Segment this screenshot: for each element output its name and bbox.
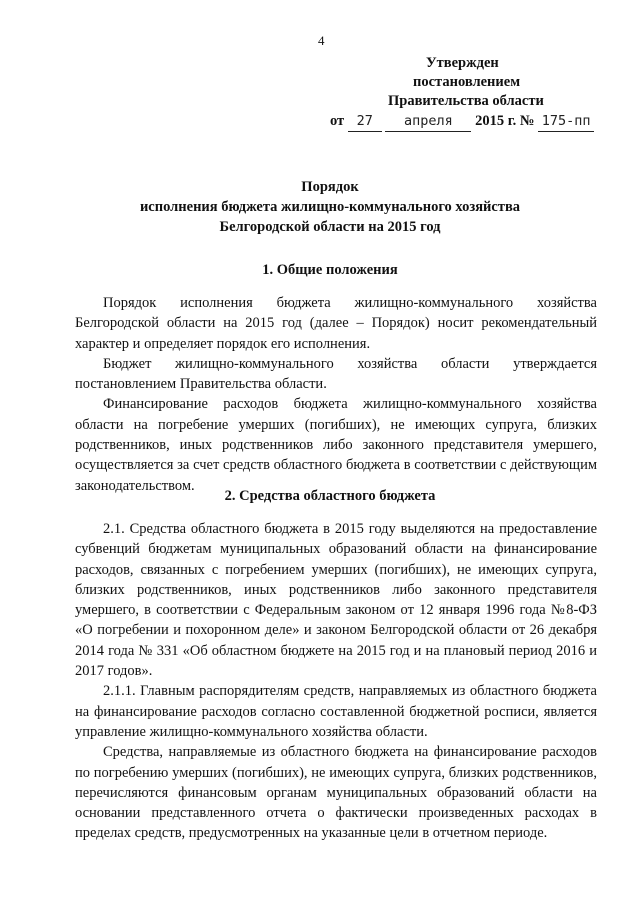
approval-year: 2015 г. № — [475, 113, 535, 129]
section-1-body — [75, 293, 597, 496]
approval-number: 175-пп — [538, 112, 594, 132]
approval-month: апреля — [385, 112, 471, 132]
page-number: 4 — [318, 33, 325, 48]
title-line-1: Порядок — [301, 179, 359, 195]
paragraph: Средства, направляемые из областного бюджета на финансирование расходов по погребению умерших (погибших), не имеющих супруга, близких родственников, перечисляются финансовым органам муниципальных образований области на основании представленного отчета о фактически произведенных расходах в пределах средств, предусмотренных на указанные цели в отчетном периоде. — [75, 744, 597, 842]
title-line-2: исполнения бюджета жилищно-коммунального хозяйства — [139, 199, 521, 215]
approval-line-government: Правительства области — [388, 93, 544, 109]
paragraph: Финансирование расходов бюджета жилищно-коммунального хозяйства области на погребение умерших (погибших), не имеющих супруга, близких родственников, иных родственников либо законного представителя умершего, осуществляется за счет средств областного бюджета в соответствии с действующим законодательством. — [75, 396, 597, 494]
approval-from-prefix: от — [330, 113, 345, 129]
approval-line-approved: Утвержден — [426, 55, 499, 71]
approval-day: 27 — [348, 112, 382, 132]
paragraph: Бюджет жилищно-коммунального хозяйства области утверждается постановлением Правительства области. — [75, 355, 597, 393]
approval-line-resolution: постановлением — [413, 74, 521, 90]
section-2-heading: 2. Средства областного бюджета — [224, 488, 436, 504]
approval-date-line — [330, 112, 600, 132]
section-2-body — [75, 519, 597, 844]
paragraph: 2.1. Средства областного бюджета в 2015 году выделяются на предоставление субвенций бюджетам муниципальных образований области на финансирование расходов, связанных с погребением умерших (погибших), не имеющих супруга, близких родственников, иных родственников либо законного представителя умершего, в соответствии с Федеральным законом от 12 января 1996 года №8-ФЗ «О погребении и похоронном деле» и законом Белгородской области от 26 декабря 2014 года № 331 «Об областном бюджете на 2015 год и на плановый период 2016 и 2017 годов». — [75, 521, 597, 680]
approval-stamp — [330, 54, 600, 132]
paragraph: 2.1.1. Главным распорядителям средств, направляемых из областного бюджета на финансирование расходов согласно составленной бюджетной росписи, является управление жилищно-коммунального хозяйства области. — [75, 683, 597, 740]
document-title — [60, 177, 600, 237]
section-1-heading: 1. Общие положения — [262, 262, 398, 278]
paragraph: Порядок исполнения бюджета жилищно-коммунального хозяйства Белгородской области на 2015 год (далее – Порядок) носит рекомендательный характер и определяет порядок его исполнения. — [75, 295, 597, 352]
title-line-3: Белгородской области на 2015 год — [219, 219, 441, 235]
